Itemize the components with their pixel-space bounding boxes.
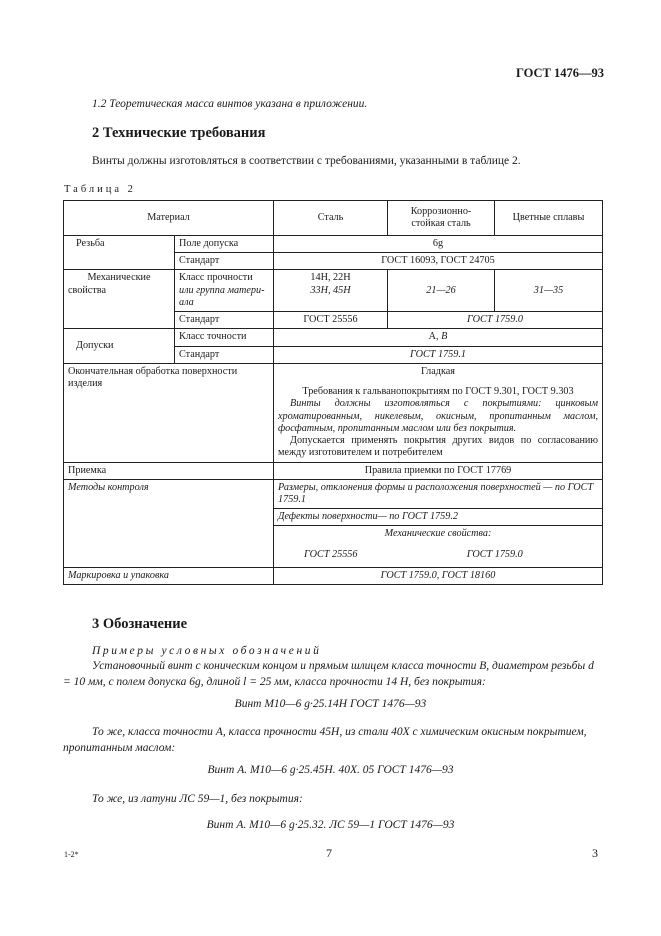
strength-steel-line-1: 14H, 22H bbox=[310, 272, 351, 284]
finish-smooth: Гладкая bbox=[421, 365, 455, 377]
header-corrosion-line-1: Коррозионно- bbox=[410, 205, 472, 217]
tolerance-standard-label: Стандарт bbox=[175, 346, 274, 363]
control-mech-properties: Механические свойства: bbox=[274, 526, 603, 543]
mech-standard-steel: ГОСТ 25556 bbox=[274, 312, 388, 329]
section-2-text: Винты должны изготовляться в соответствии с требованиями, указанными в таблице 2. bbox=[92, 155, 521, 167]
example-2-designation: Винт A. M10—6 g·25.45H. 40X. 05 ГОСТ 1476—93 bbox=[207, 764, 454, 776]
section-1-2-text: 1.2 Теоретическая масса винтов указана в приложении. bbox=[92, 98, 368, 110]
finish-plating-requirements: Требования к гальванопокрытиям по ГОСТ 9.301, ГОСТ 9.303 bbox=[302, 386, 574, 398]
table-caption: Таблица 2 bbox=[64, 184, 136, 195]
document-header: ГОСТ 1476—93 bbox=[516, 66, 605, 80]
strength-class-corrosion: 21—26 bbox=[388, 270, 495, 312]
finish-other-coatings: Допускается применять покрытия других видов по согласованию между изготовителем и потребителем bbox=[278, 435, 598, 459]
requirements-table bbox=[63, 200, 603, 585]
control-mech-other: ГОСТ 1759.0 bbox=[388, 543, 603, 568]
thread-standard-value: ГОСТ 16093, ГОСТ 24705 bbox=[274, 253, 603, 270]
strength-class-label bbox=[175, 270, 274, 312]
tolerance-field-label: Поле допуска bbox=[175, 236, 274, 253]
mech-standard-other: ГОСТ 1759.0 bbox=[388, 312, 603, 329]
strength-class-line-2: или группа матери- bbox=[179, 284, 265, 296]
finish-coatings: Винты должны изготовляться с покрытиями: цинковым хроматированным, никелевым, окисным, пропитанным маслом, фосфатным, пропитанным маслом или без покрытия. bbox=[278, 398, 598, 434]
header-corrosion-resistant bbox=[388, 201, 495, 236]
example-1-text: Установочный винт с коническим концом и прямым шлицем класса точности В, диаметром резьбы d = 10 мм, с полем допуска 6g, длиной l = 25 мм, класса прочности 14 H, без покрытия: bbox=[63, 660, 594, 688]
control-mech-steel: ГОСТ 25556 bbox=[274, 543, 388, 568]
header-corrosion-line-2: стойкая сталь bbox=[411, 218, 471, 229]
control-methods-label: Методы контроля bbox=[64, 479, 274, 567]
strength-class-nonferrous: 31—35 bbox=[495, 270, 603, 312]
tolerance-field-value: 6g bbox=[274, 236, 603, 253]
table-row-mech-class bbox=[64, 270, 603, 312]
table-row-tolerance-class bbox=[64, 329, 603, 346]
footer-page-number: 7 bbox=[326, 846, 332, 860]
table-row-control-dims bbox=[64, 479, 603, 508]
example-2-text: То же, класса точности А, класса прочности 45H, из стали 40X с химическим окисным покрытием, пропитанным маслом: bbox=[63, 726, 587, 754]
header-nonferrous: Цветные сплавы bbox=[495, 201, 603, 236]
footer-sheet-number: 3 bbox=[592, 846, 598, 860]
table-row-acceptance bbox=[64, 462, 603, 479]
strength-class-line-1: Класс прочности bbox=[179, 272, 253, 284]
section-2-title: 2 Технические требования bbox=[92, 125, 266, 141]
thread-standard-label: Стандарт bbox=[175, 253, 274, 270]
control-dimensions: Размеры, отклонения формы и расположения поверхностей — по ГОСТ 1759.1 bbox=[274, 479, 603, 508]
tolerances-label: Допуски bbox=[64, 329, 175, 363]
accuracy-class-a: А, bbox=[428, 331, 439, 343]
examples-title: Примеры условных обозначений bbox=[92, 645, 322, 657]
strength-steel-line-2: 33H, 45H bbox=[310, 284, 351, 296]
strength-class-steel bbox=[274, 270, 388, 312]
section-3-title: 3 Обозначение bbox=[92, 616, 188, 632]
example-3-text: То же, из латуни ЛС 59—1, без покрытия: bbox=[92, 793, 303, 805]
accuracy-class-label: Класс точности bbox=[175, 329, 274, 346]
table-header-row bbox=[64, 201, 603, 236]
mech-standard-label: Стандарт bbox=[175, 312, 274, 329]
header-steel: Сталь bbox=[274, 201, 388, 236]
table-row-surface-finish bbox=[64, 363, 603, 462]
acceptance-value: Правила приемки по ГОСТ 17769 bbox=[274, 462, 603, 479]
accuracy-class-value bbox=[274, 329, 603, 346]
example-3-designation: Винт A. M10—6 g·25.32. ЛС 59—1 ГОСТ 1476—93 bbox=[206, 819, 455, 831]
surface-finish-value bbox=[274, 363, 603, 462]
thread-label: Резьба bbox=[64, 236, 175, 270]
footer-signature: 1-2* bbox=[64, 850, 79, 859]
mech-properties-label bbox=[64, 270, 175, 329]
acceptance-label: Приемка bbox=[64, 462, 274, 479]
header-material: Материал bbox=[64, 201, 274, 236]
strength-class-line-3: ала bbox=[179, 296, 194, 308]
table-row-marking bbox=[64, 567, 603, 584]
mech-label-line-2: свойства bbox=[68, 284, 106, 296]
mech-label-line-1: Механические bbox=[87, 272, 151, 284]
marking-value: ГОСТ 1759.0, ГОСТ 18160 bbox=[274, 567, 603, 584]
surface-finish-label: Окончательная обработка поверхности изделия bbox=[64, 363, 274, 462]
marking-label: Маркировка и упаковка bbox=[64, 567, 274, 584]
example-1-designation: Винт M10—6 g·25.14H ГОСТ 1476—93 bbox=[234, 698, 427, 710]
control-surface-defects: Дефекты поверхности— по ГОСТ 1759.2 bbox=[274, 509, 603, 526]
tolerance-standard-value: ГОСТ 1759.1 bbox=[274, 346, 603, 363]
table-row-thread-tolerance bbox=[64, 236, 603, 253]
accuracy-class-b: В bbox=[441, 331, 448, 343]
